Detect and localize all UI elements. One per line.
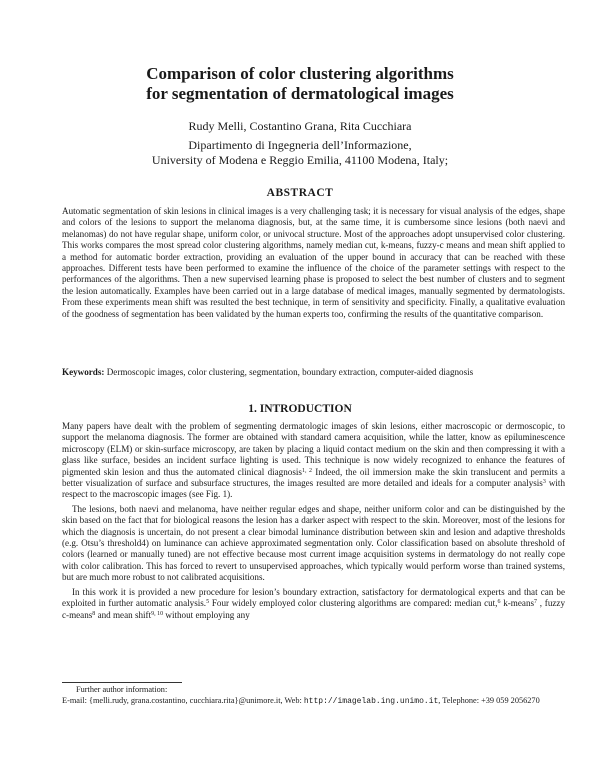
- citation-marker: 3: [542, 479, 546, 486]
- paper-title: [0, 64, 600, 104]
- intro-p3-text-d: , fuzzy c-means: [62, 598, 566, 620]
- keywords-text: Dermoscopic images, color clustering, segmentation, boundary extraction, computer-aided diagnosis: [106, 367, 474, 377]
- citation-marker: 9, 10: [151, 610, 164, 617]
- footnote-phone: , Telephone: +39 059 2056270: [438, 695, 540, 705]
- citation-marker: 5: [206, 599, 210, 606]
- citation-marker: 8: [92, 610, 96, 617]
- intro-p1-text-c: with respect to the macroscopic images (see Fig. 1).: [62, 478, 565, 500]
- intro-paragraph-3: [62, 587, 565, 621]
- citation-marker: 7: [534, 599, 538, 606]
- intro-p3-text-f: without employing any: [163, 609, 250, 620]
- footnote-email: E-mail: {melli.rudy, grana.costantino, cucchiara.rita}@unimore.it, Web:: [62, 695, 304, 705]
- footnote-web-link[interactable]: http://imagelab.ing.unimo.it: [303, 696, 439, 706]
- intro-p1-text-a: Many papers have dealt with the problem of segmenting dermatologic images of skin lesions, either macroscopic or dermoscopic, to support the melanoma diagnosis. The former are obtained with standard camera acquisition, while the latter, know as epiluminescence microscopy (ELM) or skin-surface microscopy, are taken by placing a liquid contact medium on the skin and then compressing it with a glass like surface, besides an incident surface lighting is used. This technique is now widely recognized to enhance the features of pigmented skin lesion and thus the automated clinical diagnosis: [62, 421, 565, 477]
- introduction-body: [62, 421, 565, 624]
- intro-paragraph-1: [62, 421, 565, 501]
- title-line-1: Comparison of color clustering algorithms: [146, 64, 454, 83]
- keywords-label: Keywords:: [62, 367, 105, 377]
- title-line-2: for segmentation of dermatological images: [146, 84, 454, 103]
- intro-p3-text-a: In this work it is provided a new procedure for lesion’s boundary extraction, satisfactory for dermatological experts and that can be exploited in further automatic analysis.: [62, 586, 565, 609]
- abstract-text: Automatic segmentation of skin lesions in clinical images is a very challenging task; it is necessary for visual analysis of the edges, shape and colors of the lesions to support the melanoma diagnosis, but, at the same time, it is cumbersome since lesions (both naevi and melanomas) do not have regular shape, uniform color, or univocal structure. Most of the approaches adopt unsupervised color clustering. This works compares the most spread color clustering algorithms, namely median cut, k-means, fuzzy-c means and mean shift applied to a method for automatic border extraction, providing an evaluation of the upper bound in accuracy that can be reached with these approaches. Different tests have been performed to examine the influence of the choice of the parameter settings with respect to the performances of the algorithms. Then a new supervised learning phase is proposed to select the best number of clusters and to segment the lesion automatically. Examples have been carried out in a large database of medical images, manually segmented by dermatologists. From these experiments mean shift was resulted the best technique, in term of sensitivity and specificity. Finally, a qualitative evaluation of the goodness of segmentation has been validated by the human experts too, confirming the results of the quantitative comparison.: [62, 206, 565, 319]
- abstract-heading: ABSTRACT: [266, 187, 334, 199]
- footnote: [62, 685, 565, 707]
- author-list: Rudy Melli, Costantino Grana, Rita Cucchiara: [188, 119, 412, 133]
- affiliation: [0, 138, 600, 168]
- footnote-divider: [62, 682, 182, 683]
- footnote-heading: Further author information:: [76, 685, 168, 694]
- intro-p3-text-c: k-means: [500, 598, 535, 609]
- section-heading-introduction: 1. INTRODUCTION: [248, 403, 352, 415]
- intro-paragraph-2: The lesions, both naevi and melanoma, have neither regular edges and shape, neither uniform color and can be distinguished by the skin based on the fact that for biological reasons the lesion has a darker aspect with respect to the skin. Moreover, most of the lesions for which the diagnosis is uncertain, do not present a clear bimodal luminance distribution between skin and lesion and adaptive thresholds (e.g. Otsu’s threshold4) on luminance can achieve approximated segmentation only. Color classification based on absolute threshold of colors (learned or manually tuned) are not effective because most current image acquisition systems in dermatology do not really cope with color calibration. This has forced to revert to unsupervised approaches, which typically would perform worse than trained systems, but are much more robust to not calibrated acquisitions.: [62, 503, 565, 583]
- citation-marker: 1, 2: [301, 467, 312, 474]
- intro-p3-text-e: and mean shift: [95, 609, 152, 620]
- intro-p1-text-b: Indeed, the oil immersion make the skin translucent and permits a better visualization of surface and subsurface structures, the images resulted are more detailed and ideals for a computer analysis: [62, 466, 565, 489]
- affiliation-line-2: University of Modena e Reggio Emilia, 41100 Modena, Italy;: [151, 153, 449, 167]
- affiliation-line-1: Dipartimento di Ingegneria dell’Informazione,: [188, 138, 412, 152]
- keywords: [62, 367, 565, 378]
- citation-marker: 6: [497, 599, 501, 606]
- intro-p3-text-b: Four widely employed color clustering algorithms are compared: median cut,: [209, 598, 498, 609]
